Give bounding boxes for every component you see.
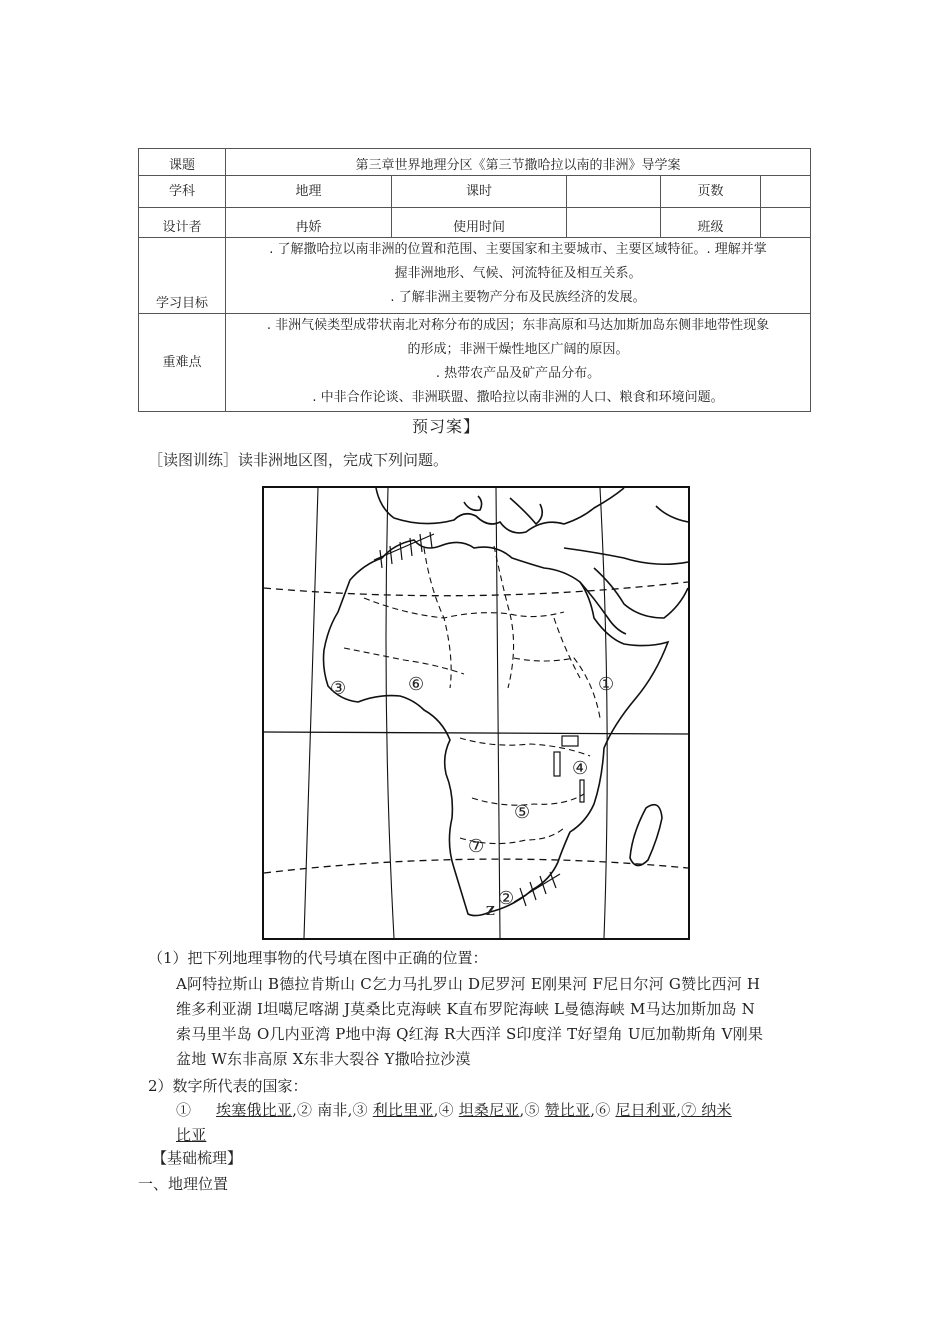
q2-answer-7-cont: 比亚 — [176, 1126, 207, 1144]
designer-label: 设计者 — [139, 208, 226, 238]
q2-num-4: ④ — [438, 1101, 454, 1119]
q1-line: 维多利亚湖 I坦噶尼喀湖 J莫桑比克海峡 K直布罗陀海峡 L曼德海峡 M马达加斯加岛 N — [176, 1000, 756, 1018]
q2-num-6: ⑥ — [595, 1101, 611, 1119]
q2-answer-4: 坦桑尼亚 — [458, 1101, 520, 1119]
marker-7: ⑦ — [468, 836, 485, 857]
basics-heading: 【基础梳理】 — [152, 1149, 243, 1167]
marker-1: ① — [598, 674, 615, 695]
q2-answer-3: 利比里亚 — [372, 1101, 434, 1119]
hours-label: 课时 — [392, 176, 567, 208]
q2-num-1: ① — [176, 1101, 192, 1119]
africa-map-drawing — [264, 488, 688, 938]
map-intro: ［读图训练］读非洲地区图，完成下列问题。 — [148, 451, 449, 469]
q2-answer-7: ⑦ 纳米 — [681, 1101, 732, 1119]
goal-line: . 了解非洲主要物产分布及民族经济的发展。 — [390, 290, 646, 305]
usetime-label: 使用时间 — [392, 208, 567, 238]
goals-cell — [226, 238, 811, 314]
q2-answer-5: 赞比亚 — [544, 1101, 591, 1119]
pages-value — [761, 176, 811, 208]
pages-label: 页数 — [661, 176, 761, 208]
z-label: Z — [486, 904, 495, 918]
difficulty-label: 重难点 — [139, 314, 226, 412]
goal-line: 握非洲地形、气候、河流特征及相互关系。 — [394, 266, 642, 281]
usetime-value — [567, 208, 661, 238]
q2-answer-1: 埃塞俄比亚 — [216, 1101, 293, 1119]
q2-num-5: ⑤ — [524, 1101, 540, 1119]
subject-value: 地理 — [226, 176, 392, 208]
difficulty-line: . 热带农产品及矿产品分布。 — [435, 366, 601, 381]
topic-label: 课题 — [139, 149, 226, 176]
difficulty-line: 的形成；非洲干燥性地区广阔的原因。 — [407, 342, 629, 357]
info-table — [138, 148, 811, 412]
subject-label: 学科 — [139, 176, 226, 208]
marker-4: ④ — [572, 758, 589, 779]
difficulty-line: . 中非合作论谈、非洲联盟、撒哈拉以南非洲的人口、粮食和环境问题。 — [312, 390, 724, 405]
marker-3: ③ — [330, 678, 347, 699]
designer-value: 冉娇 — [226, 208, 392, 238]
q2-prompt: 2）数字所代表的国家： — [148, 1077, 308, 1095]
hours-value — [567, 176, 661, 208]
africa-map — [262, 486, 690, 940]
difficulty-cell — [226, 314, 811, 412]
q2-answer-2: ② 南非 — [297, 1101, 348, 1119]
class-label: 班级 — [661, 208, 761, 238]
q2-answers: ① 埃塞俄比亚,② 南非,③ 利比里亚,④ 坦桑尼亚,⑤ 赞比亚,⑥ 尼日利亚,⑦ 纳米 — [176, 1101, 732, 1119]
q2-answer-7-cont-line — [176, 1123, 812, 1148]
marker-2: ② — [498, 888, 515, 909]
class-value — [761, 208, 811, 238]
q2-answer-6: 尼日利亚 — [615, 1101, 677, 1119]
difficulty-line: . 非洲气候类型成带状南北对称分布的成因；东非高原和马达加斯加岛东侧非地带性现象 — [266, 318, 770, 333]
section-geo-location: 一、地理位置 — [138, 1175, 229, 1193]
marker-5: ⑤ — [514, 802, 531, 823]
section-title: 预习案】 — [412, 417, 481, 436]
q1-prompt: （1）把下列地理事物的代号填在图中正确的位置： — [148, 949, 488, 967]
q1-line: 盆地 W东非高原 X东非大裂谷 Y撒哈拉沙漠 — [176, 1050, 471, 1068]
goals-label: 学习目标 — [139, 238, 226, 314]
q1-line: 索马里半岛 O几内亚湾 P地中海 Q红海 R大西洋 S印度洋 T好望角 U厄加勒斯角 V刚果 — [176, 1025, 764, 1043]
q2-num-3: ③ — [352, 1101, 368, 1119]
goal-line: . 了解撒哈拉以南非洲的位置和范围、主要国家和主要城市、主要区域特征。. 理解并掌 — [269, 242, 767, 257]
topic-value: 第三章世界地理分区《第三节撒哈拉以南的非洲》导学案 — [226, 149, 811, 176]
marker-6: ⑥ — [408, 674, 425, 695]
q1-line: A阿特拉斯山 B德拉肯斯山 C乞力马扎罗山 D尼罗河 E刚果河 F尼日尔河 G赞比西河 H — [176, 975, 761, 993]
